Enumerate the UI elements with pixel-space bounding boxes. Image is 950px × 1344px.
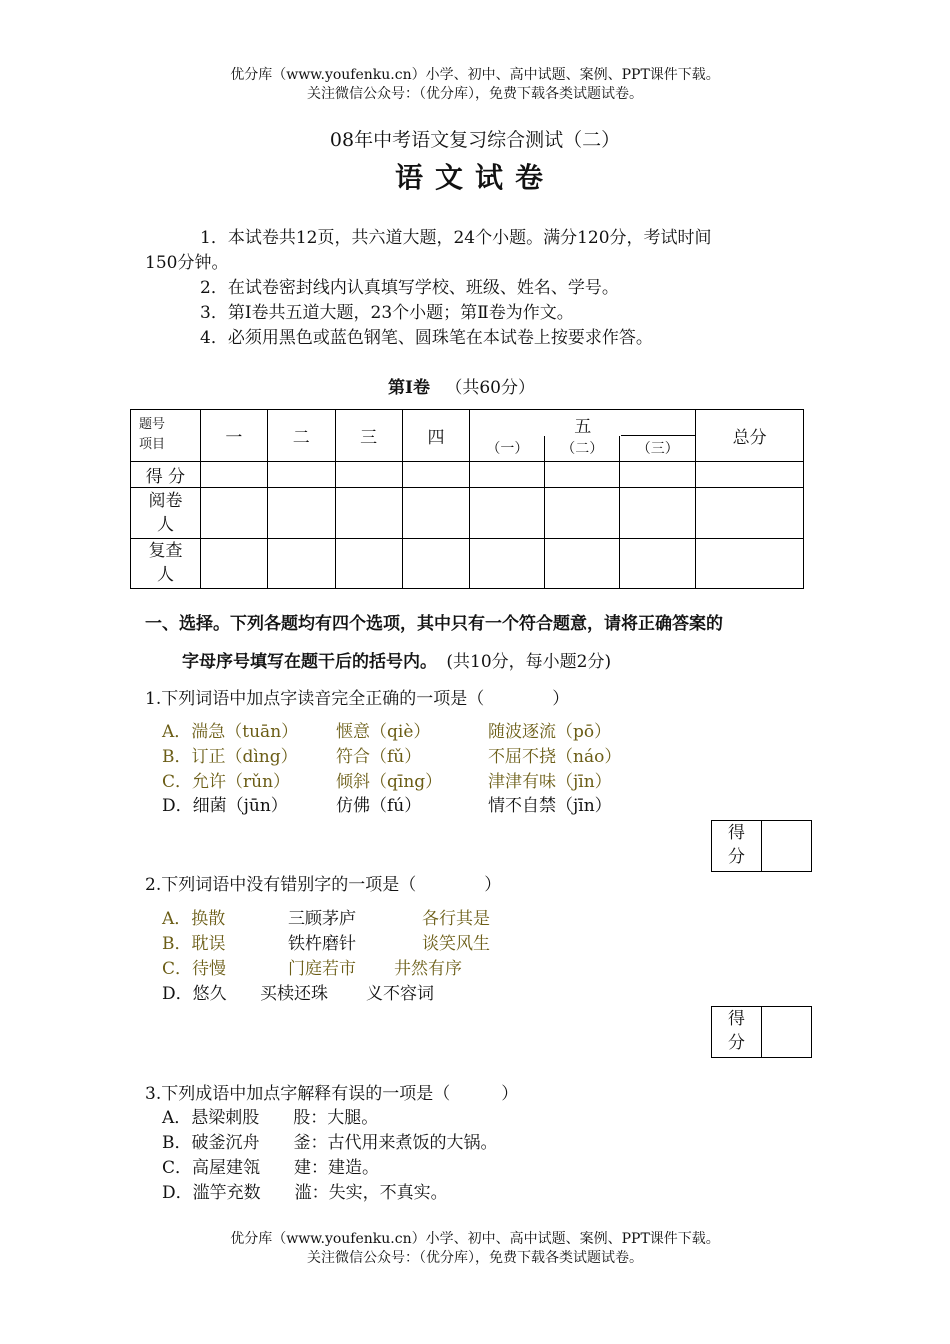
score-box <box>711 820 812 872</box>
q1-b-3: 不屈不挠（náo） <box>488 747 622 767</box>
q3-option-b[interactable]: B．破釜沉舟 釜：古代用来煮饭的大锅。 <box>162 1133 498 1153</box>
score-cell[interactable] <box>696 461 804 487</box>
score-cell[interactable] <box>402 538 470 588</box>
footer-line-1: 优分库（www.youfenku.cn）小学、初中、高中试题、案例、PPT课件下载。 <box>230 1231 720 1247</box>
q1-option-c[interactable]: C．允许（rǔn） <box>162 772 291 792</box>
col-five-label: 五 <box>574 417 592 437</box>
corner-bottom: 项目 <box>139 437 166 453</box>
q3-stem: 3.下列成语中加点字解释有误的一项是（ ） <box>145 1084 519 1104</box>
q2-d-3: 义不容词 <box>366 984 434 1004</box>
score-cell[interactable] <box>267 538 335 588</box>
sub-col-header: （二） <box>545 436 620 461</box>
q2-d-2: 买椟还珠 <box>260 984 328 1004</box>
q1-option-a[interactable] <box>162 720 298 744</box>
q1-d-3: 情不自禁（jīn） <box>488 796 612 816</box>
q1-b-2: 符合（fǔ） <box>336 747 422 767</box>
q1-stem: 1.下列词语中加点字读音完全正确的一项是（ ） <box>145 689 570 709</box>
score-cell[interactable] <box>402 487 470 538</box>
score-cell[interactable] <box>200 538 267 588</box>
q2-c-3: 井然有序 <box>394 959 462 979</box>
header-line-1: 优分库（www.youfenku.cn）小学、初中、高中试题、案例、PPT课件下载。 <box>230 67 720 83</box>
score-cell[interactable] <box>620 538 696 588</box>
part1-heading-note: (共10分，每小题2分) <box>446 652 612 672</box>
instruction-4: 4．必须用黑色或蓝色钢笔、圆珠笔在本试卷上按要求作答。 <box>200 328 653 348</box>
row-header-checker: 复查人 <box>131 538 201 588</box>
q2-a-1: A．换散 <box>162 909 226 929</box>
row-header-marker: 阅卷人 <box>131 487 201 538</box>
q1-option-b[interactable]: B．订正（dìng） <box>162 747 298 767</box>
score-cell[interactable] <box>335 461 402 487</box>
score-cell[interactable] <box>402 461 470 487</box>
q1-a-3: 随波逐流（pō） <box>488 722 612 742</box>
sub-col-header: （一） <box>470 436 545 461</box>
score-table <box>130 409 804 589</box>
corner-cell <box>131 410 201 462</box>
instruction-2: 2．在试卷密封线内认真填写学校、班级、姓名、学号。 <box>200 278 619 298</box>
score-cell[interactable] <box>620 461 696 487</box>
score-cell[interactable] <box>545 538 620 588</box>
col-header: 四 <box>402 410 470 462</box>
q1-option-d[interactable]: D．细菌（jūn） <box>162 796 288 816</box>
instruction-3: 3．第Ⅰ卷共五道大题，23个小题；第Ⅱ卷为作文。 <box>200 303 574 323</box>
score-cell[interactable] <box>335 538 402 588</box>
score-box-label-1: 得 <box>728 1009 745 1029</box>
q3-option-c[interactable]: C．高屋建瓴 建：建造。 <box>162 1158 380 1178</box>
part1-heading-line2 <box>182 650 611 674</box>
score-cell[interactable] <box>545 487 620 538</box>
q2-a-2: 三顾茅庐 <box>288 909 356 929</box>
part1-heading-text: 字母序号填写在题干后的括号内。 <box>182 652 437 672</box>
q2-a-3: 各行其是 <box>422 909 490 929</box>
score-box-label-2: 分 <box>728 847 745 867</box>
q2-option-c[interactable]: C．待慢 <box>162 959 227 979</box>
q2-b-2: 铁杵磨针 <box>288 934 356 954</box>
col-header: 一 <box>200 410 267 462</box>
row-header-score: 得 分 <box>131 461 201 487</box>
q2-option-d[interactable]: D．悠久 <box>162 984 227 1004</box>
score-cell[interactable] <box>200 487 267 538</box>
q2-option-b[interactable]: B．耽误 <box>162 934 226 954</box>
score-cell[interactable] <box>696 487 804 538</box>
score-box-label-2: 分 <box>728 1033 745 1053</box>
section-score: （共60分） <box>445 378 535 398</box>
q1-a-2: 惬意（qiè） <box>336 722 431 742</box>
score-box-label <box>712 821 762 871</box>
score-cell[interactable] <box>620 487 696 538</box>
score-cell[interactable] <box>545 461 620 487</box>
score-cell[interactable] <box>267 487 335 538</box>
corner-top: 题号 <box>139 417 166 433</box>
col-header: 二 <box>267 410 335 462</box>
q2-b-3: 谈笑风生 <box>422 934 490 954</box>
main-title: 语文试卷 <box>394 161 555 194</box>
q1-d-2: 仿佛（fú） <box>336 796 422 816</box>
section-title: 第Ⅰ卷 <box>388 378 430 398</box>
score-cell[interactable] <box>335 487 402 538</box>
col-header: 三 <box>335 410 402 462</box>
q1-a-1: A．湍急（tuān） <box>162 722 299 742</box>
q3-option-a[interactable]: A．悬梁刺股 股：大腿。 <box>162 1108 379 1128</box>
col-header-five <box>470 410 696 437</box>
q2-option-a[interactable] <box>162 907 225 931</box>
section-heading <box>388 376 535 400</box>
score-cell[interactable] <box>200 461 267 487</box>
instruction-1: 1．本试卷共12页，共六道大题，24个小题。满分120分，考试时间 <box>200 228 712 248</box>
q2-stem: 2.下列词语中没有错别字的一项是（ ） <box>145 875 502 895</box>
score-box <box>711 1006 812 1058</box>
score-box-label-1: 得 <box>728 823 745 843</box>
score-cell[interactable] <box>267 461 335 487</box>
q1-c-3: 津津有味（jīn） <box>488 772 612 792</box>
part1-heading-line1: 一、选择。下列各题均有四个选项，其中只有一个符合题意，请将正确答案的 <box>145 614 723 634</box>
col-header-total: 总分 <box>696 410 804 462</box>
exam-title: 08年中考语文复习综合测试（二） <box>329 129 621 151</box>
score-cell[interactable] <box>470 461 545 487</box>
score-cell[interactable] <box>470 487 545 538</box>
instruction-1-cont: 150分钟。 <box>145 253 229 273</box>
q1-c-2: 倾斜（qīng） <box>336 772 443 792</box>
score-cell[interactable] <box>470 538 545 588</box>
header-line-2: 关注微信公众号：（优分库），免费下载各类试题试卷。 <box>307 86 643 102</box>
score-box-label <box>712 1007 762 1057</box>
footer-line-2: 关注微信公众号：（优分库），免费下载各类试题试卷。 <box>307 1250 643 1266</box>
q2-c-2: 门庭若市 <box>288 959 356 979</box>
sub-col-header: （三） <box>620 436 696 461</box>
score-cell[interactable] <box>696 538 804 588</box>
q3-option-d[interactable]: D．滥竽充数 滥：失实，不真实。 <box>162 1183 448 1203</box>
